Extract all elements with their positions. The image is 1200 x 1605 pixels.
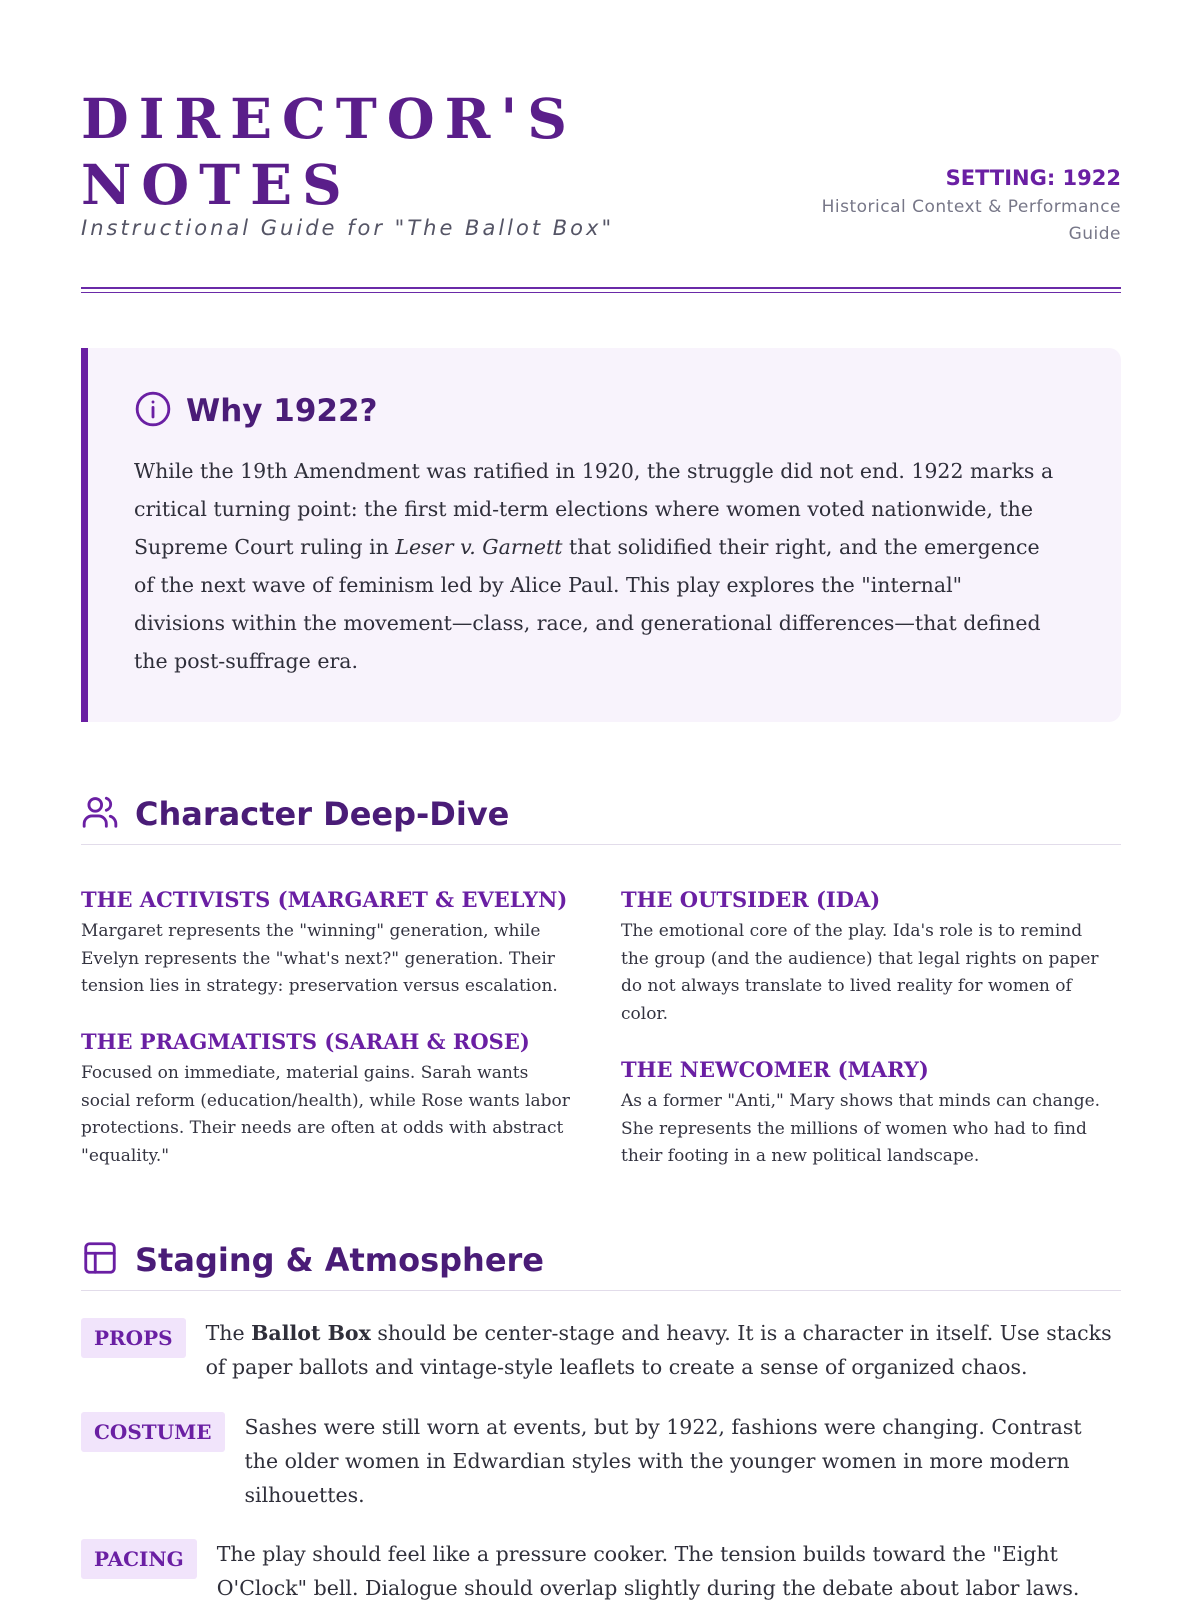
character-description: Margaret represents the "winning" generation, while Evelyn represents the "what's next?" generation. Their tension lies in strategy: preservation versus escalation.: [81, 921, 558, 996]
props-tag: PROPS: [81, 1318, 186, 1358]
staging-section-header: [81, 1230, 1121, 1291]
header-divider: [81, 287, 1121, 289]
props-text: [206, 1316, 1121, 1384]
props-text-start: The: [205, 1321, 252, 1345]
document-header: [81, 86, 1121, 296]
why-1922-callout: [81, 348, 1121, 722]
character-section-header: [81, 784, 1121, 845]
callout-title: Why 1922?: [186, 393, 378, 429]
setting-label: SETTING: 1922: [945, 166, 1121, 190]
character-name: THE ACTIVISTS (MARGARET & EVELYN): [81, 887, 568, 912]
character-section-title: Character Deep-Dive: [135, 795, 510, 833]
character-description: The emotional core of the play. Ida's role is to remind the group (and the audience) that legal rights on paper do not always translate to lived reality for women of color.: [621, 921, 1099, 1024]
title-line-1: DIRECTOR'S: [81, 86, 577, 151]
callout-header: [134, 390, 378, 432]
character-name: THE OUTSIDER (IDA): [621, 887, 881, 912]
character-card-activists: [81, 886, 571, 1001]
costume-tag: COSTUME: [81, 1412, 225, 1452]
character-description: Focused on immediate, material gains. Sarah wants social reform (education/health), while Rose wants labor protections. Their needs are often at odds with abstract "equality.": [81, 1063, 570, 1166]
page-title: [81, 86, 577, 218]
setting-desc-line-1: Historical Context & Performance: [821, 197, 1121, 217]
character-card-pragmatists: [81, 1028, 571, 1170]
staging-row-costume: [81, 1410, 1121, 1512]
character-card-outsider: [621, 886, 1111, 1028]
callout-body-start: While the 19th Amendment was ratified in 1920, the struggle did not end. 1922 marks a critical turning point: the first mid-term elections where women voted nationwide, the Supreme Court ruling in: [134, 459, 1054, 559]
callout-body-end: that solidified their right, and the emergence of the next wave of feminism led by Alice Paul. This play explores the "internal" divisions within the movement—class, race, and generational differences—that defined the post-suffrage era.: [134, 535, 1041, 673]
callout-body: [134, 452, 1054, 680]
ballot-box-term: Ballot Box: [251, 1321, 371, 1345]
layout-icon: [81, 1239, 119, 1281]
users-icon: [81, 793, 119, 835]
staging-row-props: [81, 1316, 1121, 1384]
character-card-newcomer: [621, 1056, 1111, 1171]
staging-section-title: Staging & Atmosphere: [135, 1241, 544, 1279]
setting-desc-line-2: Guide: [1068, 224, 1121, 244]
staging-row-pacing: [81, 1537, 1121, 1605]
court-case-name: Leser v. Garnett: [395, 535, 563, 559]
title-line-2: NOTES: [81, 152, 352, 217]
setting-description: [761, 194, 1121, 248]
character-description: As a former "Anti," Mary shows that minds can change. She represents the millions of women who had to find their footing in a new political landscape.: [621, 1091, 1101, 1166]
pacing-text: The play should feel like a pressure cooker. The tension builds toward the "Eight O'Clock" bell. Dialogue should overlap slightly during the debate about labor laws.: [216, 1542, 1080, 1600]
props-text-end: should be center-stage and heavy. It is a character in itself. Use stacks of paper ballots and vintage-style leaflets to create a sense of organized chaos.: [205, 1321, 1112, 1379]
costume-text: Sashes were still worn at events, but by 1922, fashions were changing. Contrast the older women in Edwardian styles with the younger women in more modern silhouettes.: [244, 1415, 1082, 1507]
character-name: THE NEWCOMER (MARY): [621, 1057, 929, 1082]
character-name: THE PRAGMATISTS (SARAH & ROSE): [81, 1029, 530, 1054]
header-divider-thin: [81, 292, 1121, 293]
page-subtitle: Instructional Guide for "The Ballot Box": [81, 216, 615, 240]
info-icon: [134, 390, 172, 432]
setting-block: [761, 164, 1121, 248]
pacing-tag: PACING: [81, 1539, 197, 1579]
